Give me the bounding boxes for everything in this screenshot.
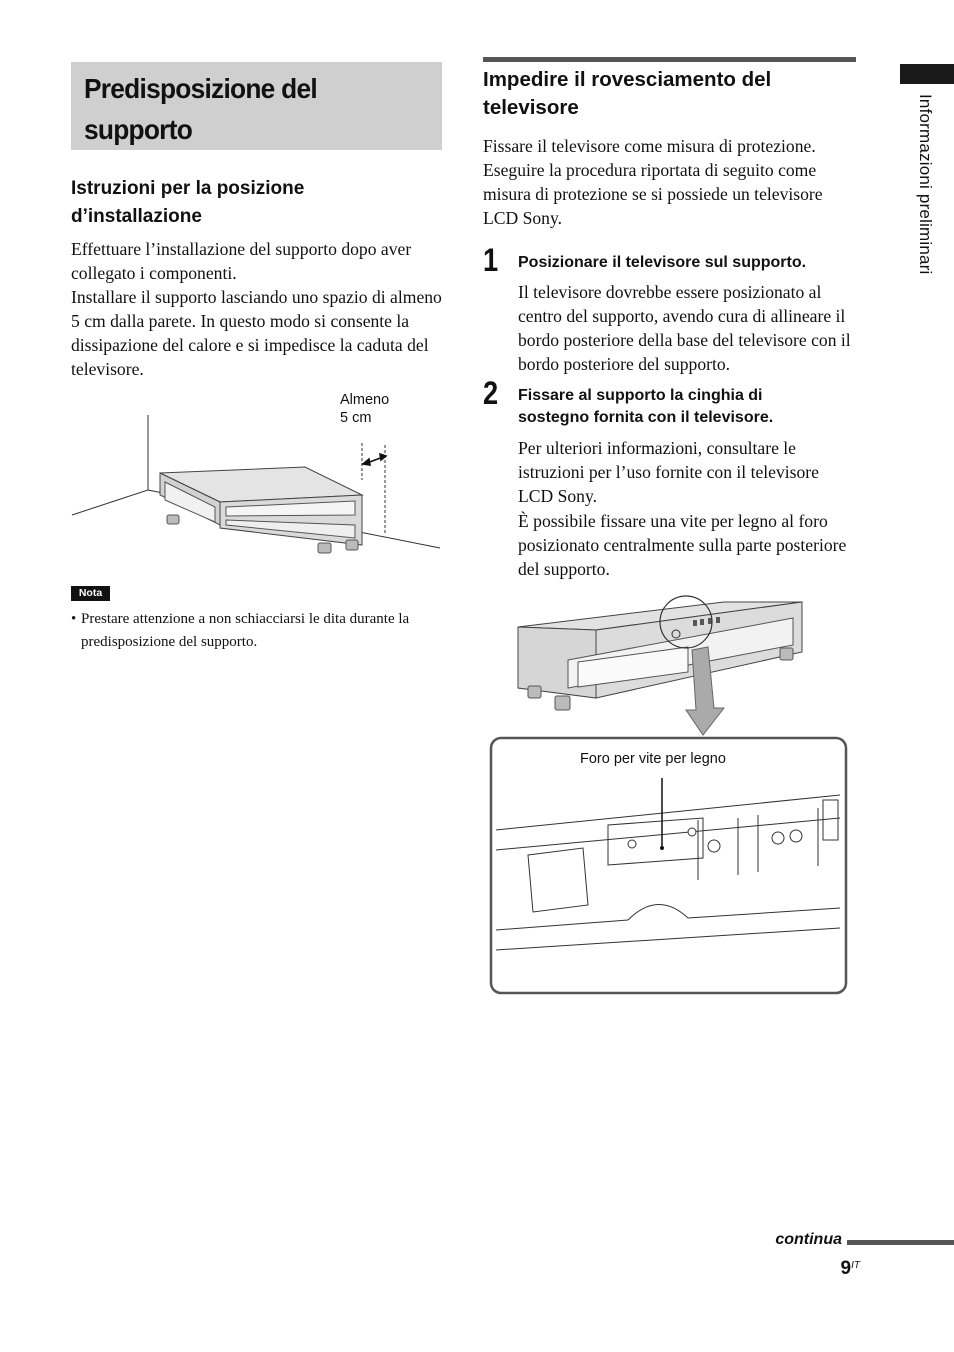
page-title: Predisposizione del supporto — [84, 73, 317, 145]
note-bullet: • — [71, 611, 77, 627]
section-rule — [483, 57, 856, 62]
step-1-title: Posizionare il televisore sul supporto. — [518, 254, 807, 271]
page-number-suffix: IT — [851, 1260, 860, 1271]
section-tab-marker — [900, 64, 954, 84]
section-heading-anti-tip: Impedire il rovesciamento del televisore — [483, 68, 772, 119]
title-box — [71, 62, 442, 150]
section-heading-installation: Istruzioni per la posizione d’installazione — [71, 178, 305, 227]
step-1-body: Il televisore dovrebbe essere posizionato al centro del supporto, avendo cura di allineare il bordo posteriore della base del televisore con il bordo posteriore del supporto. — [518, 282, 851, 374]
stand-wall-figure — [70, 385, 450, 580]
step-2-number: 2 — [483, 375, 499, 411]
note-text: Prestare attenzione a non schiacciarsi le dita durante la predisposizione del supporto. — [81, 611, 410, 650]
step-1-number: 1 — [483, 242, 499, 278]
figure-label-screw-hole: Foro per vite per legno — [580, 751, 726, 767]
intro-paragraph: Fissare il televisore come misura di protezione. Eseguire la procedura riportata di seguito come misura di protezione se si possiede un televisore LCD Sony. — [483, 136, 823, 228]
stand-back-illustration — [488, 590, 853, 1000]
continued-bar — [847, 1240, 954, 1245]
continued-label: continua — [775, 1231, 842, 1248]
page-number-value: 9 — [840, 1258, 852, 1279]
step-2-body: Per ulteriori informazioni, consultare le istruzioni per l’uso fornite con il televisore LCD Sony. — [518, 438, 819, 506]
page-number — [800, 1258, 860, 1280]
step-2-body-extra: È possibile fissare una vite per legno al foro posizionato centralmente sulla parte posteriore del supporto. — [518, 511, 847, 579]
stand-back-figure — [488, 590, 853, 1000]
side-tab-label: Informazioni preliminari — [916, 94, 935, 275]
paragraph-install-distance: Installare il supporto lasciando uno spazio di almeno 5 cm dalla parete. In questo modo si consente la dissipazione del calore e si impedisce la caduta del televisore. — [71, 287, 442, 379]
figure-label-distance: 5 cm — [340, 410, 372, 426]
figure-label-almeno: Almeno — [340, 392, 390, 408]
paragraph-install-after: Effettuare l’installazione del supporto dopo aver collegato i componenti. — [71, 239, 412, 283]
nota-badge: Nota — [71, 586, 110, 601]
note-item — [71, 608, 451, 653]
step-2-title: Fissare al supporto la cinghia di sostegno fornita con il televisore. — [518, 387, 774, 426]
